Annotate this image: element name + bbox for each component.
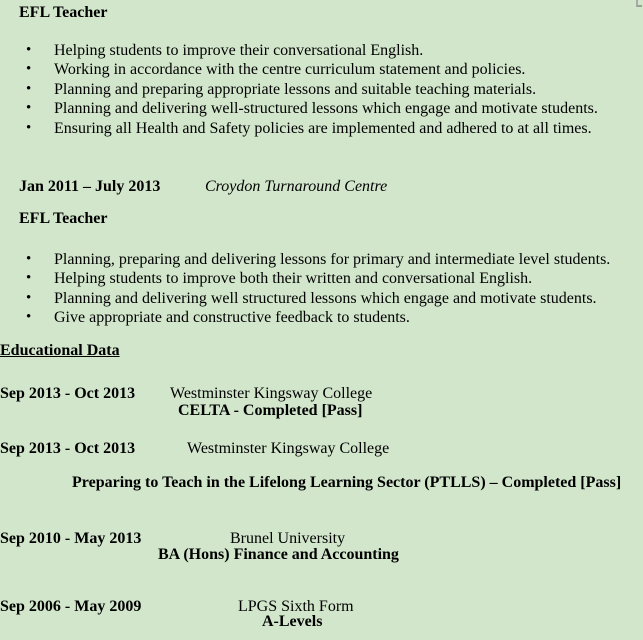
- bullet-item: • Helping students to improve both their written and conversational English.: [26, 269, 610, 288]
- education-qualification: BA (Hons) Finance and Accounting: [158, 546, 399, 563]
- education-entry-row: [0, 384, 373, 403]
- education-entry-row: [0, 597, 354, 616]
- job2-bullet-list: [26, 250, 610, 328]
- education-institution: Westminster Kingsway College: [187, 440, 390, 457]
- job1-bullet-list: [26, 41, 598, 138]
- education-qualification: CELTA - Completed [Pass]: [178, 402, 363, 419]
- job2-dates: Jan 2011 – July 2013: [19, 178, 161, 195]
- education-dates: Sep 2013 - Oct 2013: [0, 440, 136, 457]
- education-institution: LPGS Sixth Form: [238, 598, 354, 615]
- bullet-item: • Give appropriate and constructive feedback to students.: [26, 308, 610, 327]
- education-qualification: A-Levels: [262, 613, 323, 630]
- bullet-item: • Working in accordance with the centre curriculum statement and policies.: [26, 60, 598, 79]
- education-dates: Sep 2013 - Oct 2013: [0, 385, 136, 402]
- job1-title-heading: EFL Teacher: [19, 4, 108, 21]
- bullet-item: • Planning and preparing appropriate lessons and suitable teaching materials.: [26, 80, 598, 99]
- bullet-item: • Helping students to improve their conversational English.: [26, 41, 598, 60]
- job2-meta-line: [19, 177, 387, 196]
- education-dates: Sep 2010 - May 2013: [0, 530, 142, 547]
- scrollbar-corner-fragment-icon: [636, 0, 642, 7]
- education-entry-row: [0, 529, 346, 548]
- education-section-heading: Educational Data: [0, 342, 120, 359]
- education-dates: Sep 2006 - May 2009: [0, 598, 142, 615]
- bullet-item: • Ensuring all Health and Safety policies are implemented and adhered to at all times.: [26, 119, 598, 138]
- job2-organisation: Croydon Turnaround Centre: [205, 178, 388, 195]
- education-entry-row: [0, 439, 390, 458]
- education-institution: Brunel University: [230, 530, 346, 547]
- education-qualification: Preparing to Teach in the Lifelong Learning Sector (PTLLS) – Completed [Pass]: [72, 474, 622, 491]
- education-institution: Westminster Kingsway College: [170, 385, 373, 402]
- job2-title-heading: EFL Teacher: [19, 210, 108, 227]
- bullet-item: • Planning and delivering well structured lessons which engage and motivate students.: [26, 289, 610, 308]
- bullet-item: • Planning, preparing and delivering lessons for primary and intermediate level students.: [26, 250, 610, 269]
- bullet-item: • Planning and delivering well-structured lessons which engage and motivate students.: [26, 99, 598, 118]
